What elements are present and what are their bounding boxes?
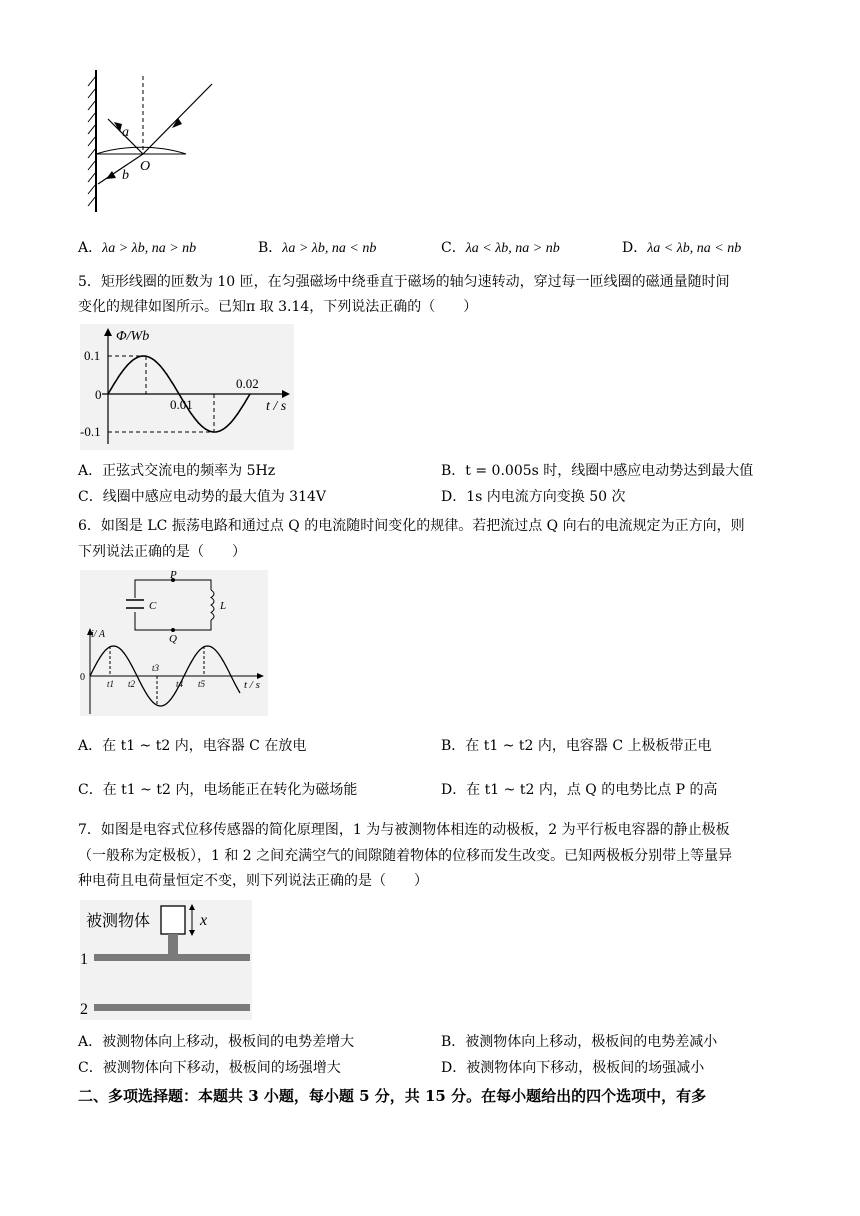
q5-ylabel: Φ/Wb xyxy=(116,329,150,344)
q5-tick-y-top: 0.1 xyxy=(84,348,101,363)
q6-tick-t5: t5 xyxy=(198,679,206,689)
q7-x-label: x xyxy=(200,912,208,929)
q6-label-p: P xyxy=(170,570,177,581)
q7-plate1-label: 1 xyxy=(80,951,88,968)
q4-label-a: a xyxy=(122,125,129,140)
q7-figure xyxy=(80,900,252,1020)
q6-xlabel: t / s xyxy=(244,679,260,691)
q6-tick-t4: t4 xyxy=(176,679,184,689)
q6-ylabel: i/ A xyxy=(91,629,105,640)
q4-option-b[interactable]: B．λa > λb, na < nb xyxy=(258,240,377,256)
q7-stem-line2: （一般称为定极板），1 和 2 之间充满空气的间隙随着物体的位移而发生改变。已知两极板分别带上等量异 xyxy=(78,848,733,864)
q5-option-c[interactable]: C．线圈中感应电动势的最大值为 314V xyxy=(78,489,327,505)
q5-stem-line1: 5．矩形线圈的匝数为 10 匝，在匀强磁场中绕垂直于磁场的轴匀速转动，穿过每一匝线圈的磁通量随时间 xyxy=(78,274,730,290)
q7-object-label: 被测物体 xyxy=(86,913,151,930)
q6-option-b[interactable]: B．在 t1 ~ t2 内，电容器 C 上极板带正电 xyxy=(441,738,712,754)
q6-tick-t2: t2 xyxy=(128,679,136,689)
q7-option-d[interactable]: D．被测物体向下移动，极板间的场强减小 xyxy=(441,1060,705,1076)
q6-zero: 0 xyxy=(80,672,85,683)
q4-figure xyxy=(84,66,220,216)
q7-plate2-label: 2 xyxy=(80,1001,88,1018)
q7-option-b[interactable]: B．被测物体向上移动，极板间的电势差减小 xyxy=(441,1034,718,1050)
q6-label-c: C xyxy=(149,600,157,612)
q4-option-c[interactable]: C．λa < λb, na > nb xyxy=(441,240,560,256)
q4-label-b: b xyxy=(122,168,129,183)
q5-tick-x-end: 0.02 xyxy=(236,376,259,391)
q5-tick-y-bottom: -0.1 xyxy=(80,424,101,439)
q5-tick-y-zero: 0 xyxy=(95,387,102,402)
q6-stem-line1: 6．如图是 LC 振荡电路和通过点 Q 的电流随时间变化的规律。若把流过点 Q 向右的电流规定为正方向，则 xyxy=(78,518,745,534)
q7-connector xyxy=(168,934,178,954)
q5-tick-x-mid: 0.01 xyxy=(170,397,193,412)
q5-stem-line2: 变化的规律如图所示。已知π 取 3.14，下列说法正确的（ ） xyxy=(78,299,478,315)
section-2-heading: 二、多项选择题：本题共 3 小题，每小题 5 分，共 15 分。在每小题给出的四个选项中，有多 xyxy=(78,1087,707,1105)
q7-object-box xyxy=(161,906,185,934)
q6-label-q: Q xyxy=(169,633,177,645)
q7-stem-line3: 种电荷且电荷量恒定不变，则下列说法正确的是（ ） xyxy=(78,873,428,889)
q7-plate-2 xyxy=(94,1004,250,1011)
q4-label-o: O xyxy=(140,159,151,174)
q5-xlabel: t / s xyxy=(266,399,287,414)
q4-option-a[interactable]: A．λa > λb, na > nb xyxy=(78,240,197,256)
q5-option-a[interactable]: A．正弦式交流电的频率为 5Hz xyxy=(78,463,276,479)
q6-option-a[interactable]: A．在 t1 ~ t2 内，电容器 C 在放电 xyxy=(78,738,307,754)
q6-option-c[interactable]: C．在 t1 ~ t2 内，电场能正在转化为磁场能 xyxy=(78,782,358,798)
q7-plate-1 xyxy=(94,954,250,961)
q6-label-l: L xyxy=(220,600,227,612)
q7-option-c[interactable]: C．被测物体向下移动，极板间的场强增大 xyxy=(78,1060,341,1076)
q6-figure xyxy=(80,570,268,716)
q6-tick-t1: t1 xyxy=(107,679,115,689)
q5-chart xyxy=(80,324,294,450)
q6-tick-t3: t3 xyxy=(152,663,160,673)
q6-stem-line2: 下列说法正确的是（ ） xyxy=(78,544,246,560)
q5-option-b[interactable]: B．t = 0.005s 时，线圈中感应电动势达到最大值 xyxy=(441,463,754,479)
q4-option-d[interactable]: D．λa < λb, na < nb xyxy=(622,240,742,256)
q7-stem-line1: 7．如图是电容式位移传感器的简化原理图，1 为与被测物体相连的动极板，2 为平行板电容器的静止极板 xyxy=(78,822,730,838)
q6-option-d[interactable]: D．在 t1 ~ t2 内，点 Q 的电势比点 P 的高 xyxy=(441,782,718,798)
q5-option-d[interactable]: D．1s 内电流方向变换 50 次 xyxy=(441,489,626,505)
q7-option-a[interactable]: A．被测物体向上移动，极板间的电势差增大 xyxy=(78,1034,355,1050)
